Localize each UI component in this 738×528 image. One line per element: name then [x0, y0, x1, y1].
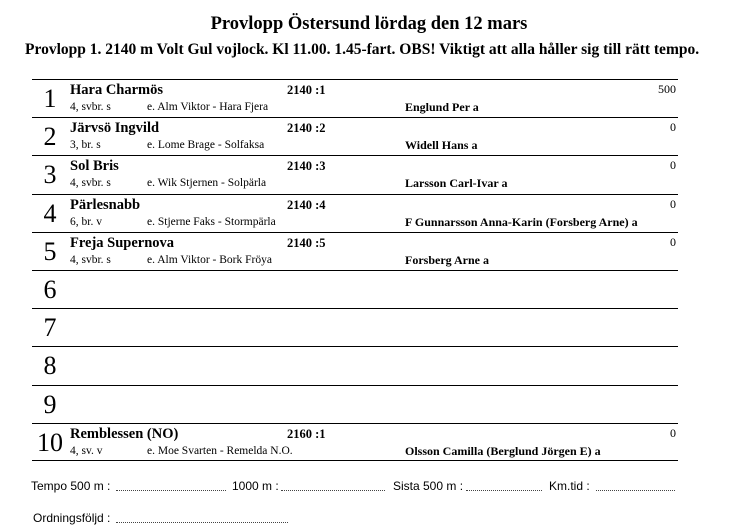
start-number: 8: [43, 351, 57, 381]
start-number: 7: [43, 313, 57, 343]
start-number: 4: [43, 198, 57, 228]
start-number: 10: [37, 427, 63, 457]
start-list-row: [32, 423, 678, 461]
horse-info: 4, svbr. s: [70, 177, 111, 190]
start-list-row: [32, 155, 678, 193]
prize-money: 0: [670, 234, 676, 249]
distance-track: 2160 :1: [287, 426, 326, 441]
start-list-row: [32, 79, 678, 117]
driver-name: F Gunnarsson Anna-Karin (Forsberg Arne) a: [405, 214, 638, 229]
horse-name: Freja Supernova: [70, 234, 175, 251]
page-title: Provlopp Östersund lördag den 12 mars: [210, 14, 528, 34]
horse-pedigree: e. Lome Brage - Solfaksa: [147, 139, 265, 152]
horse-info: 4, svbr. s: [70, 253, 111, 266]
horse-info: 4, svbr. s: [70, 101, 111, 113]
distance-track: 2140 :4: [287, 197, 326, 212]
start-list-row: [32, 194, 678, 232]
horse-name: Järvsö Ingvild: [70, 120, 160, 137]
race-description: Provlopp 1. 2140 m Volt Gul vojlock. Kl 11.00. 1.45-fart. OBS! Viktigt att alla håller sig till rätt tempo.: [25, 41, 700, 58]
horse-pedigree: e. Moe Svarten - Remelda N.O.: [147, 444, 293, 457]
tempo-1000-field[interactable]: [281, 479, 385, 491]
driver-name: Forsberg Arne a: [405, 252, 489, 267]
start-number: 3: [43, 160, 57, 190]
tempo-500-field[interactable]: [116, 479, 226, 491]
horse-name: Sol Bris: [70, 158, 119, 175]
prize-money: 0: [670, 196, 676, 211]
horse-info: 6, br. v: [70, 215, 102, 228]
driver-name: Englund Per a: [405, 100, 479, 114]
driver-name: Widell Hans a: [405, 138, 478, 153]
horse-pedigree: e. Stjerne Faks - Stormpärla: [147, 215, 276, 228]
horse-name: Hara Charmös: [70, 82, 164, 98]
distance-track: 2140 :1: [287, 83, 326, 97]
horse-pedigree: e. Alm Viktor - Bork Fröya: [147, 253, 272, 266]
start-list-row: [32, 346, 678, 384]
start-list-row: [32, 232, 678, 270]
driver-name: Olsson Camilla (Berglund Jörgen E) a: [405, 443, 601, 458]
horse-pedigree: e. Wik Stjernen - Solpärla: [147, 177, 267, 190]
start-list-row: [32, 270, 678, 308]
tempo-1000-label: 1000 m :: [232, 479, 279, 493]
km-tid-label: Km.tid :: [549, 479, 590, 493]
horse-name: Pärlesnabb: [70, 196, 141, 213]
start-number: 6: [43, 274, 57, 304]
horse-name: Remblessen (NO): [70, 425, 179, 442]
ordningsfoljd-label: Ordningsföljd :: [33, 511, 111, 525]
ordningsfoljd-field[interactable]: [116, 511, 288, 523]
tempo-500-label: Tempo 500 m :: [31, 479, 111, 493]
km-tid-field[interactable]: [596, 479, 675, 491]
start-number: 9: [43, 389, 57, 419]
prize-money: 0: [670, 425, 676, 440]
horse-info: 3, br. s: [70, 139, 101, 152]
horse-info: 4, sv. v: [70, 444, 103, 457]
horse-pedigree: e. Alm Viktor - Hara Fjera: [147, 101, 269, 113]
distance-track: 2140 :2: [287, 121, 326, 136]
start-number: 2: [43, 122, 57, 152]
prize-money: 500: [658, 82, 676, 96]
prize-money: 0: [670, 120, 676, 135]
sista-500-label: Sista 500 m :: [393, 479, 464, 493]
driver-name: Larsson Carl-Ivar a: [405, 176, 508, 191]
start-number: 1: [43, 84, 57, 113]
distance-track: 2140 :5: [287, 235, 326, 250]
start-list-row: [32, 385, 678, 423]
distance-track: 2140 :3: [287, 159, 326, 174]
start-list-row: [32, 308, 678, 346]
start-list-row: [32, 117, 678, 155]
start-number: 5: [43, 236, 57, 266]
prize-money: 0: [670, 158, 676, 173]
sista-500-field[interactable]: [466, 479, 542, 491]
start-list: [32, 79, 678, 461]
